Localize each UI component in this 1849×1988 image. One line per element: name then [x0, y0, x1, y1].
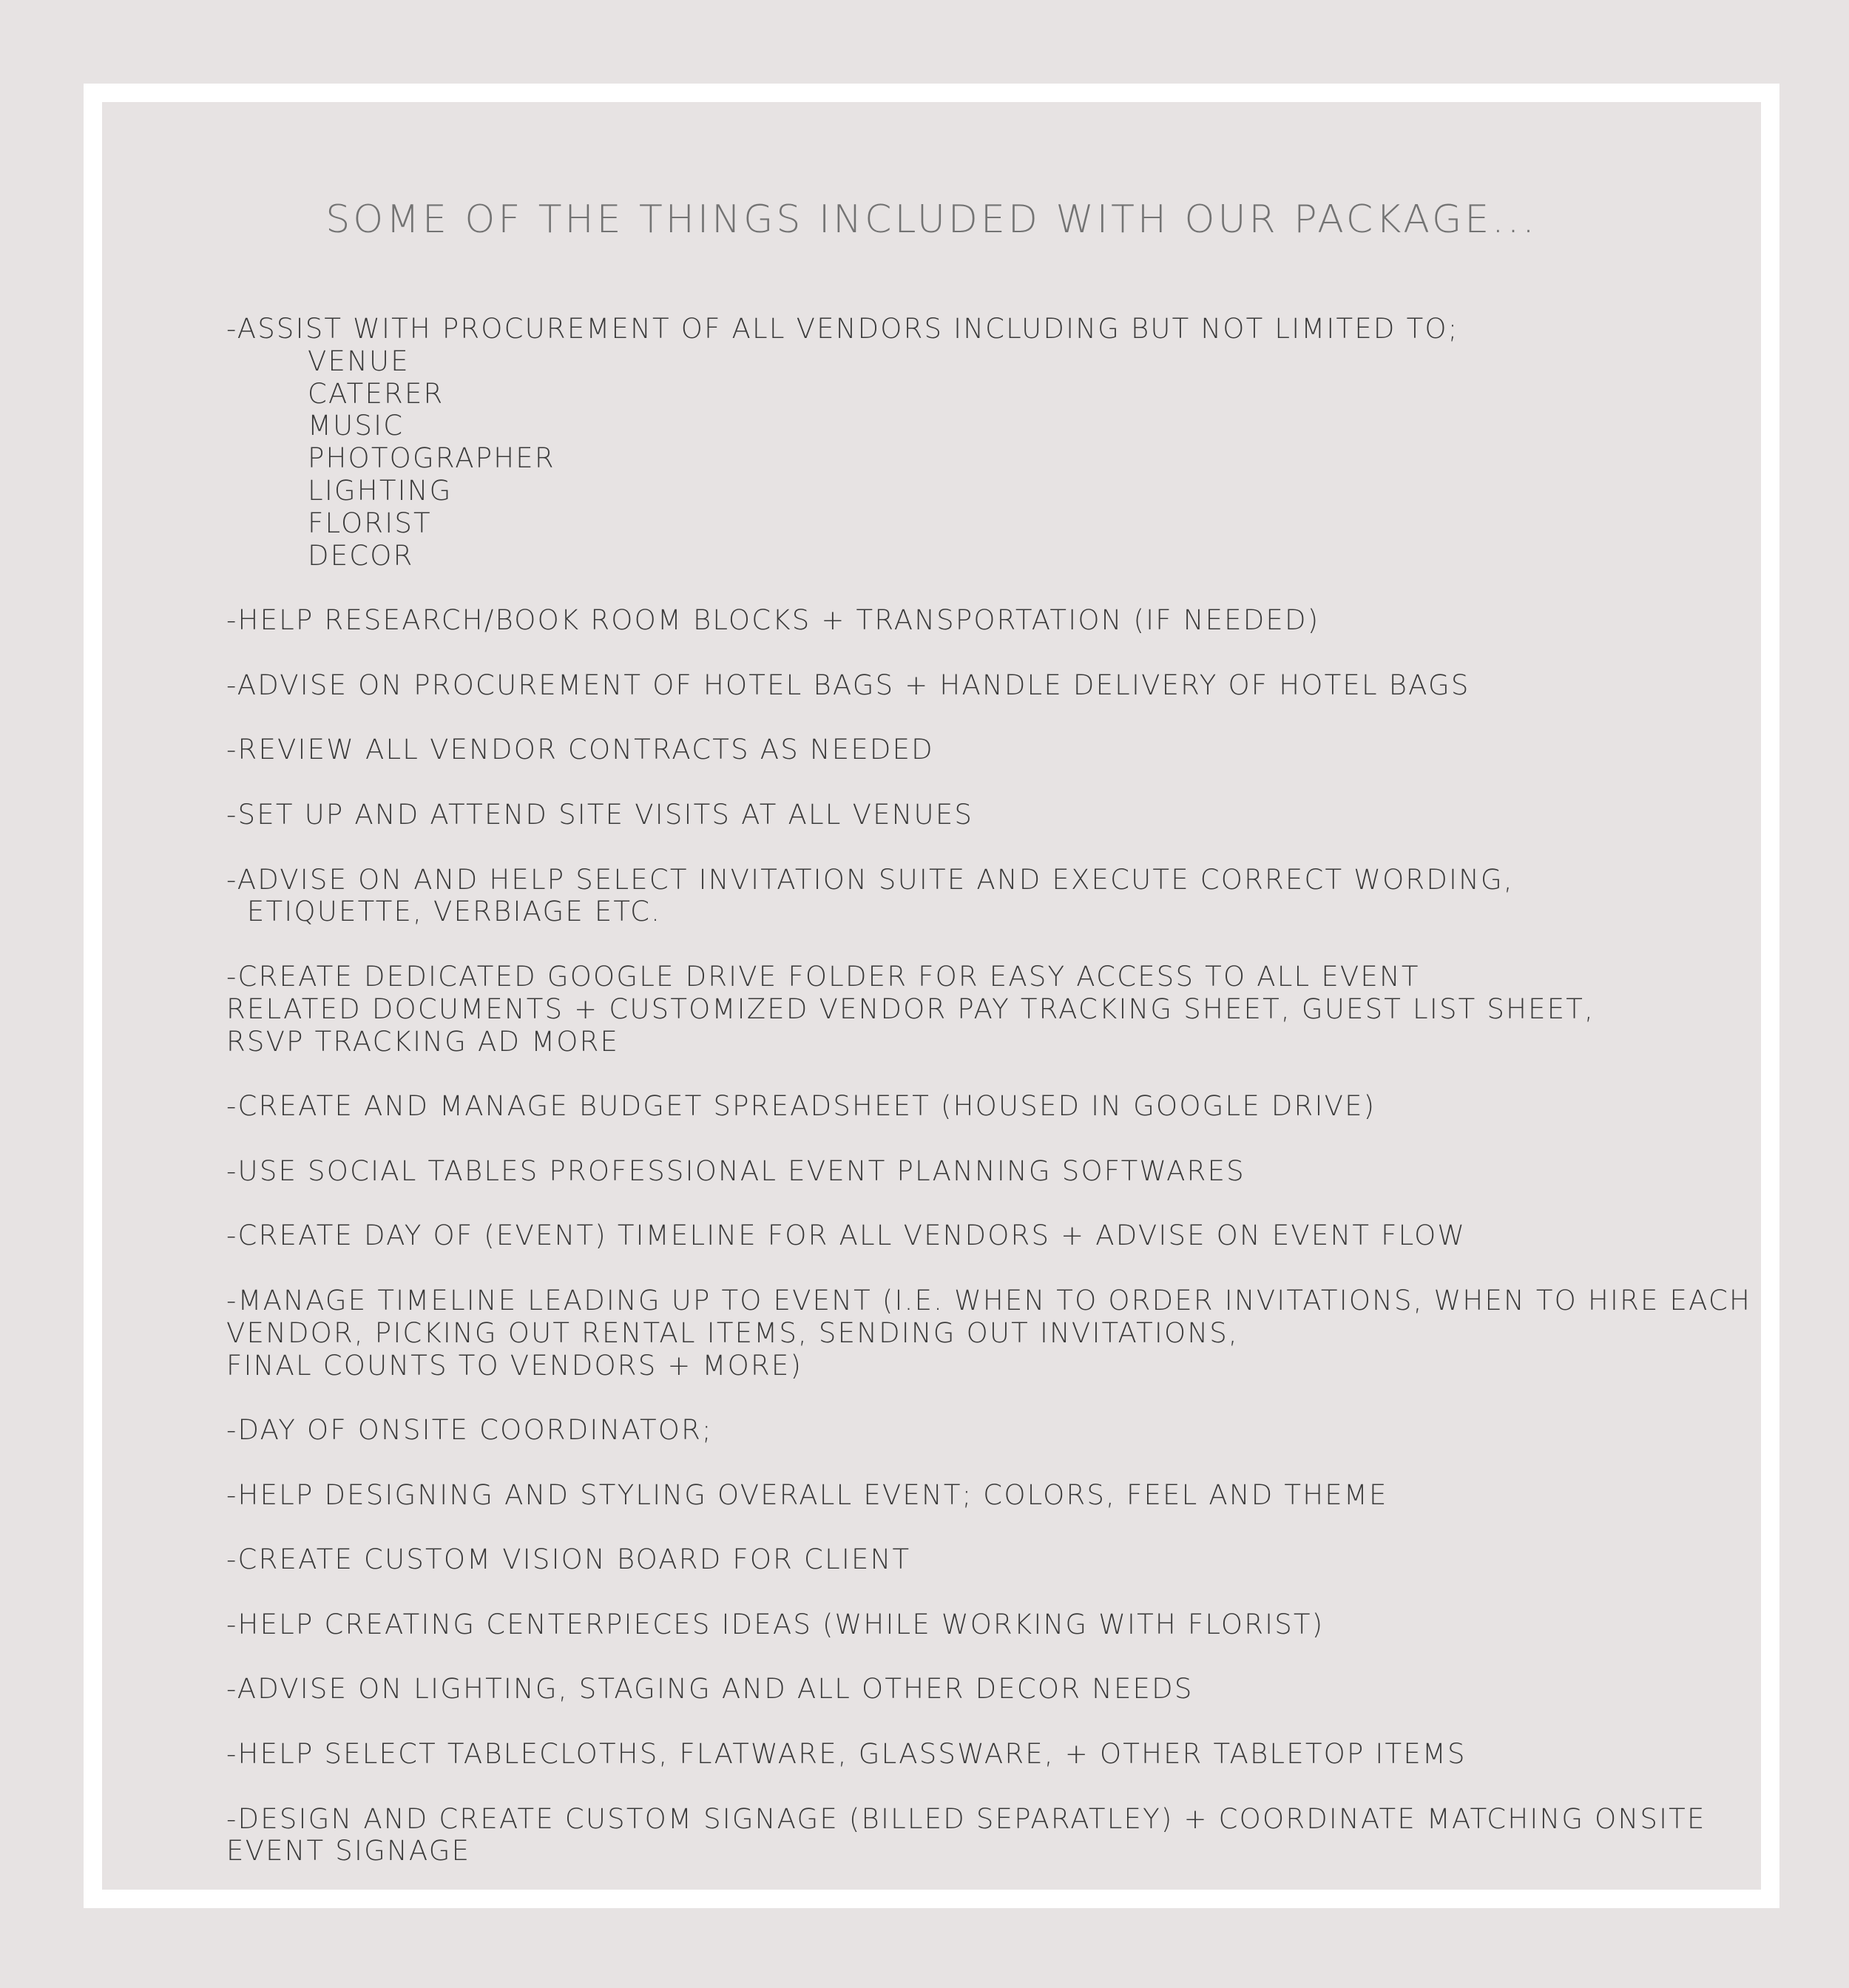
service-item: [226, 1803, 1751, 1868]
service-item-line: -CREATE DEDICATED GOOGLE DRIVE FOLDER FOR EASY ACCESS TO ALL EVENT: [226, 960, 1420, 993]
service-item-line: -DESIGN AND CREATE CUSTOM SIGNAGE (BILLED SEPARATLEY) + COORDINATE MATCHING ONSITE: [226, 1802, 1706, 1835]
service-item: [226, 669, 1751, 702]
vendor-venue: VENUE: [308, 345, 410, 377]
service-item-line: RSVP TRACKING AD MORE: [226, 1025, 620, 1058]
service-item: [226, 1285, 1751, 1382]
service-item-line: -HELP CREATING CENTERPIECES IDEAS (WHILE WORKING WITH FLORIST): [226, 1608, 1325, 1640]
service-item-line: VENDOR, PICKING OUT RENTAL ITEMS, SENDING OUT INVITATIONS,: [226, 1316, 1239, 1349]
vendor-lighting: LIGHTING: [308, 474, 453, 507]
service-item-line: ETIQUETTE, VERBIAGE ETC.: [226, 896, 662, 928]
service-item-line: -REVIEW ALL VENDOR CONTRACTS AS NEEDED: [226, 734, 934, 766]
vendor-music: MUSIC: [308, 410, 405, 442]
vendor-intro-line: -ASSIST WITH PROCUREMENT OF ALL VENDORS INCLUDING BUT NOT LIMITED TO;: [226, 313, 1459, 345]
service-item-line: -DAY OF ONSITE COORDINATOR;: [226, 1414, 713, 1447]
service-item: [226, 1220, 1751, 1252]
service-items: [226, 604, 1751, 1867]
service-item: [226, 1673, 1751, 1705]
service-item: [226, 1609, 1751, 1641]
service-item: [226, 1544, 1751, 1576]
service-item: [226, 1155, 1751, 1188]
service-item-line: -ADVISE ON PROCUREMENT OF HOTEL BAGS + HANDLE DELIVERY OF HOTEL BAGS: [226, 669, 1470, 701]
service-item-line: -ADVISE ON LIGHTING, STAGING AND ALL OTHER DECOR NEEDS: [226, 1673, 1194, 1705]
service-item-line: -CREATE AND MANAGE BUDGET SPREADSHEET (HOUSED IN GOOGLE DRIVE): [226, 1090, 1376, 1123]
service-item: [226, 1090, 1751, 1123]
service-item-line: EVENT SIGNAGE: [226, 1835, 471, 1867]
service-item-line: -HELP RESEARCH/BOOK ROOM BLOCKS + TRANSPORTATION (IF NEEDED): [226, 604, 1320, 637]
vendor-photographer: PHOTOGRAPHER: [308, 442, 555, 475]
service-item-line: -ADVISE ON AND HELP SELECT INVITATION SUITE AND EXECUTE CORRECT WORDING,: [226, 863, 1514, 896]
vendor-florist: FLORIST: [308, 507, 432, 539]
service-item-line: RELATED DOCUMENTS + CUSTOMIZED VENDOR PAY TRACKING SHEET, GUEST LIST SHEET,: [226, 993, 1595, 1025]
service-item-line: -USE SOCIAL TABLES PROFESSIONAL EVENT PLANNING SOFTWARES: [226, 1154, 1245, 1187]
service-item-line: -MANAGE TIMELINE LEADING UP TO EVENT (I.E. WHEN TO ORDER INVITATIONS, WHEN TO HIRE EACH: [226, 1284, 1752, 1316]
service-item-line: FINAL COUNTS TO VENDORS + MORE): [226, 1349, 803, 1382]
vendor-caterer: CATERER: [308, 377, 444, 410]
service-item-line: -HELP DESIGNING AND STYLING OVERALL EVENT; COLORS, FEEL AND THEME: [226, 1478, 1388, 1511]
service-item-line: -HELP SELECT TABLECLOTHS, FLATWARE, GLASSWARE, + OTHER TABLETOP ITEMS: [226, 1738, 1467, 1771]
service-item-line: -CREATE DAY OF (EVENT) TIMELINE FOR ALL VENDORS + ADVISE ON EVENT FLOW: [226, 1220, 1467, 1252]
vendor-decor: DECOR: [308, 539, 414, 572]
service-item-line: -CREATE CUSTOM VISION BOARD FOR CLIENT: [226, 1544, 911, 1576]
service-item: [226, 734, 1751, 766]
service-item: [226, 1738, 1751, 1771]
service-item: [226, 961, 1751, 1058]
service-item: [226, 604, 1751, 637]
service-item-line: -SET UP AND ATTEND SITE VISITS AT ALL VENUES: [226, 798, 974, 831]
package-list: [226, 313, 1751, 1900]
service-item: [226, 799, 1751, 831]
vendor-procurement-item: [226, 313, 1751, 572]
page-title: SOME OF THE THINGS INCLUDED WITH OUR PACKAGE...: [325, 197, 1538, 242]
package-card: [84, 84, 1779, 1908]
service-item: [226, 1479, 1751, 1512]
service-item: [226, 1414, 1751, 1447]
service-item: [226, 864, 1751, 929]
